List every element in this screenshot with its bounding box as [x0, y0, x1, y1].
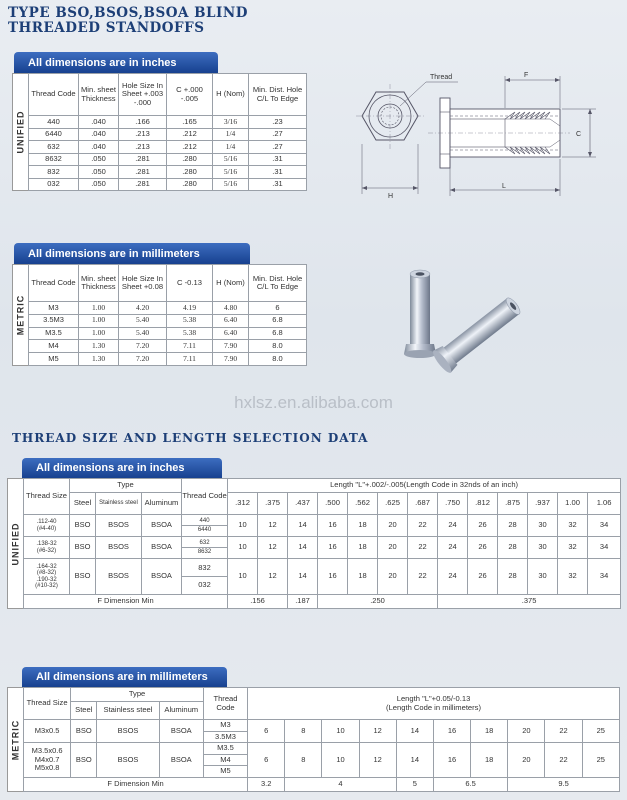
- standoff-product-photo: [390, 262, 540, 382]
- table-row: [29, 340, 307, 353]
- thread-code-cell: [182, 537, 228, 559]
- length-header: .312: [228, 493, 258, 515]
- length-header: .437: [288, 493, 318, 515]
- table-cell: .212: [167, 128, 213, 141]
- col-header: Thread Code: [29, 265, 79, 302]
- table-cell: 832: [29, 166, 79, 179]
- thread-size-line: (#4-40): [36, 525, 57, 532]
- table-cell: 14: [288, 559, 318, 595]
- thread-size-line: .164-32: [36, 563, 57, 570]
- table-cell: 032: [29, 178, 79, 191]
- table-cell: 3/16: [213, 116, 249, 129]
- table-cell: 8.0: [249, 340, 307, 353]
- table-cell: .281: [119, 166, 167, 179]
- table-cell: .040: [79, 116, 119, 129]
- unified-length-banner: All dimensions are in inches: [22, 458, 222, 478]
- table-cell: 5/16: [213, 178, 249, 191]
- table-cell: .213: [119, 128, 167, 141]
- table-cell: 6.40: [213, 327, 249, 340]
- table-cell: 20: [508, 743, 545, 778]
- unified-length-table: [23, 478, 621, 609]
- length-header: 1.00: [558, 493, 588, 515]
- metric-dims-table: [28, 264, 307, 366]
- table-row: [24, 537, 621, 559]
- col-header-aluminum: Aluminum: [159, 702, 203, 720]
- col-header-steel: Steel: [70, 493, 96, 515]
- table-cell: BSOA: [142, 559, 182, 595]
- col-header-thread-code: Thread Code: [203, 688, 247, 720]
- col-header-aluminum: Aluminum: [142, 493, 182, 515]
- table-cell: BSOA: [159, 720, 203, 743]
- table-row: [29, 128, 307, 141]
- table-cell: 18: [471, 743, 508, 778]
- side-view: [428, 98, 570, 168]
- table-cell: 26: [468, 559, 498, 595]
- table-row: [29, 302, 307, 315]
- table-cell: 10: [228, 515, 258, 537]
- thread-code-line: M3: [204, 720, 247, 732]
- length-header-line: Length "L"+0.05/-0.13: [396, 694, 471, 703]
- table-cell: 7.20: [119, 353, 167, 366]
- thread-size-line: M4x0.7: [34, 754, 60, 764]
- thread-code-line: M3.5: [204, 743, 247, 755]
- col-header: C +.000 -.005: [167, 74, 213, 116]
- table-cell: 6: [248, 743, 285, 778]
- h-dimension-label-left: H: [388, 193, 394, 200]
- table-cell: 16: [318, 559, 348, 595]
- col-header-steel: Steel: [71, 702, 97, 720]
- table-cell: 16: [318, 537, 348, 559]
- length-header: .937: [528, 493, 558, 515]
- col-header: Min. sheet Thickness: [79, 74, 119, 116]
- f-dimension-row: [24, 595, 621, 609]
- table-cell: 6440: [29, 128, 79, 141]
- lying-standoff-image: [430, 293, 524, 375]
- f-dimension-value: .375: [438, 595, 621, 609]
- length-header: .812: [468, 493, 498, 515]
- table-cell: .166: [119, 116, 167, 129]
- thread-code-line: 6440: [197, 527, 212, 533]
- table-cell: .31: [249, 153, 307, 166]
- thread-size-cell: [24, 515, 70, 537]
- f-dimension-label: F: [524, 72, 529, 79]
- table-cell: .27: [249, 128, 307, 141]
- table-row: [29, 353, 307, 366]
- table-cell: 12: [359, 720, 396, 743]
- table-cell: BSOA: [142, 537, 182, 559]
- table-row: [29, 327, 307, 340]
- c-dimension-label: C: [576, 131, 582, 138]
- thread-size-cell: [24, 743, 71, 778]
- length-header-line: (Length Code in millimeters): [386, 702, 482, 712]
- table-cell: 32: [558, 515, 588, 537]
- thread-size-cell: [24, 537, 70, 559]
- col-header-type: Type: [70, 479, 182, 493]
- table-row: [24, 515, 621, 537]
- table-cell: .31: [249, 166, 307, 179]
- table-row: [29, 141, 307, 154]
- table-cell: 3.5M3: [29, 314, 79, 327]
- table-cell: 24: [438, 537, 468, 559]
- table-cell: 7.90: [213, 340, 249, 353]
- table-header-row: [29, 74, 307, 116]
- table-cell: 18: [348, 559, 378, 595]
- table-cell: BSO: [70, 515, 96, 537]
- standoff-technical-drawing: [340, 64, 625, 214]
- table-cell: 1/4: [213, 141, 249, 154]
- length-header: .687: [408, 493, 438, 515]
- table-cell: BSOS: [97, 720, 159, 743]
- table-cell: BSO: [70, 537, 96, 559]
- table-cell: 18: [348, 515, 378, 537]
- hex-end-view: [356, 84, 424, 194]
- col-header: Hole Size In Sheet +0.08: [119, 265, 167, 302]
- page-title-line2: THREADED STANDOFFS: [8, 20, 205, 36]
- col-header-stainless: Stainless steel: [96, 493, 142, 515]
- thread-size-line: .190-32: [36, 576, 57, 583]
- thread-code-line: 832: [182, 560, 227, 578]
- table-header-row: [24, 688, 620, 702]
- table-cell: 6.8: [249, 327, 307, 340]
- f-dimension-row: [24, 777, 620, 792]
- table-cell: 5/16: [213, 166, 249, 179]
- table-cell: 7.90: [213, 353, 249, 366]
- table-cell: 22: [545, 720, 582, 743]
- table-cell: .23: [249, 116, 307, 129]
- table-cell: 5.40: [119, 314, 167, 327]
- table-cell: 12: [258, 537, 288, 559]
- thread-size-line: .112-40: [36, 519, 57, 525]
- table-cell: .165: [167, 116, 213, 129]
- col-header: Hole Size In Sheet +.003 -.000: [119, 74, 167, 116]
- col-header: C -0.13: [167, 265, 213, 302]
- length-header: .750: [438, 493, 468, 515]
- table-cell: 34: [588, 559, 621, 595]
- table-cell: 632: [29, 141, 79, 154]
- col-header: Min. sheet Thickness: [79, 265, 119, 302]
- thread-code-line: 3.5M3: [215, 731, 236, 741]
- table-cell: 30: [528, 559, 558, 595]
- l-dimension-label: L: [502, 183, 506, 190]
- table-row: [24, 720, 620, 743]
- selection-section-title: THREAD SIZE AND LENGTH SELECTION DATA: [12, 431, 369, 445]
- table-cell: 20: [508, 720, 545, 743]
- thread-size-cell: [24, 559, 70, 595]
- table-cell: 28: [498, 559, 528, 595]
- table-cell: 6: [249, 302, 307, 315]
- thread-code-cell: [182, 559, 228, 595]
- f-dimension-value: .250: [318, 595, 438, 609]
- table-row: [24, 559, 621, 595]
- thread-size-line: (#8-32): [36, 570, 57, 576]
- unified-dims-table: [28, 73, 307, 191]
- table-cell: .040: [79, 141, 119, 154]
- table-cell: 1/4: [213, 128, 249, 141]
- thread-size-line: M5x0.8: [34, 763, 60, 772]
- metric-length-side-label: METRIC: [7, 687, 23, 792]
- table-cell: 34: [588, 515, 621, 537]
- table-cell: BSOS: [96, 515, 142, 537]
- thread-code-line: 632: [182, 539, 227, 549]
- table-cell: 14: [288, 537, 318, 559]
- col-header-thread-size: Thread Size: [24, 479, 70, 515]
- table-cell: 7.11: [167, 353, 213, 366]
- table-cell: 20: [378, 537, 408, 559]
- length-header: 1.06: [588, 493, 621, 515]
- table-cell: M3: [29, 302, 79, 315]
- table-cell: 4.80: [213, 302, 249, 315]
- table-cell: M5: [29, 353, 79, 366]
- table-cell: 8: [285, 743, 322, 778]
- table-cell: BSO: [70, 559, 96, 595]
- table-cell: 6.8: [249, 314, 307, 327]
- table-cell: 8632: [29, 153, 79, 166]
- f-dimension-value: .187: [288, 595, 318, 609]
- table-cell: 10: [228, 559, 258, 595]
- table-cell: 1.30: [79, 353, 119, 366]
- thread-size-line: M3.5x0.6: [31, 746, 63, 755]
- table-cell: M3.5: [29, 327, 79, 340]
- table-cell: .050: [79, 178, 119, 191]
- thread-code-line: 032: [198, 580, 211, 589]
- table-row: [24, 743, 620, 778]
- table-cell: BSOS: [96, 537, 142, 559]
- thread-code-line: 8632: [197, 549, 212, 555]
- table-cell: M3x0.5: [24, 720, 71, 743]
- table-header-row: [24, 479, 621, 493]
- table-cell: 1.30: [79, 340, 119, 353]
- table-cell: .31: [249, 178, 307, 191]
- table-cell: .280: [167, 178, 213, 191]
- col-header: H (Nom): [213, 74, 249, 116]
- table-cell: 32: [558, 537, 588, 559]
- table-cell: 8: [285, 720, 322, 743]
- col-header-length: Length "L"+.002/-.005(Length Code in 32nds of an inch): [228, 479, 621, 493]
- thread-code-line: M5: [220, 766, 231, 775]
- table-header-row: [29, 265, 307, 302]
- table-cell: 10: [322, 743, 359, 778]
- table-cell: 14: [288, 515, 318, 537]
- table-cell: 10: [322, 720, 359, 743]
- thread-size-line: .138-32: [36, 541, 57, 547]
- table-cell: 22: [545, 743, 582, 778]
- table-row: [29, 153, 307, 166]
- table-cell: .280: [167, 153, 213, 166]
- table-cell: 4.19: [167, 302, 213, 315]
- metric-length-table: [23, 687, 620, 792]
- length-header: .562: [348, 493, 378, 515]
- table-cell: 7.11: [167, 340, 213, 353]
- metric-dims-side-label: METRIC: [12, 264, 28, 366]
- table-cell: 5.38: [167, 314, 213, 327]
- table-cell: 12: [258, 559, 288, 595]
- table-row: [29, 178, 307, 191]
- table-cell: .281: [119, 153, 167, 166]
- table-cell: .281: [119, 178, 167, 191]
- table-cell: 5/16: [213, 153, 249, 166]
- table-cell: 24: [438, 515, 468, 537]
- thread-label: Thread: [430, 74, 453, 81]
- table-cell: 5.38: [167, 327, 213, 340]
- table-row: [29, 116, 307, 129]
- length-header: .500: [318, 493, 348, 515]
- table-cell: 14: [396, 743, 433, 778]
- table-cell: BSOS: [97, 743, 159, 778]
- watermark-text: hxlsz.en.alibaba.com: [234, 393, 393, 412]
- table-cell: 26: [468, 537, 498, 559]
- thread-code-cell: [203, 720, 247, 743]
- thread-code-cell: [203, 743, 247, 778]
- col-header: Min. Dist. Hole C/L To Edge: [249, 74, 307, 116]
- f-dimension-label: F Dimension Min: [24, 777, 248, 792]
- col-header: Min. Dist. Hole C/L To Edge: [249, 265, 307, 302]
- table-cell: 16: [318, 515, 348, 537]
- table-cell: .212: [167, 141, 213, 154]
- unified-dims-side-label: UNIFIED: [12, 73, 28, 191]
- table-cell: BSO: [71, 720, 97, 743]
- table-cell: 10: [228, 537, 258, 559]
- table-cell: 18: [348, 537, 378, 559]
- table-cell: 34: [588, 537, 621, 559]
- thread-code-line: 440: [182, 517, 227, 527]
- table-cell: 22: [408, 559, 438, 595]
- table-cell: 12: [258, 515, 288, 537]
- table-row: [29, 166, 307, 179]
- table-cell: 22: [408, 515, 438, 537]
- length-header: .875: [498, 493, 528, 515]
- length-header: .625: [378, 493, 408, 515]
- col-header: H (Nom): [213, 265, 249, 302]
- table-cell: 6: [248, 720, 285, 743]
- table-cell: 30: [528, 515, 558, 537]
- thread-size-line: (#10-32): [35, 583, 58, 589]
- table-cell: 24: [438, 559, 468, 595]
- table-cell: M4: [29, 340, 79, 353]
- col-header-thread-size: Thread Size: [24, 688, 71, 720]
- table-cell: BSOS: [96, 559, 142, 595]
- thread-code-cell: [182, 515, 228, 537]
- table-cell: 26: [468, 515, 498, 537]
- table-cell: 20: [378, 515, 408, 537]
- thread-code-line: M4: [204, 755, 247, 767]
- table-cell: .050: [79, 166, 119, 179]
- unified-dims-banner: All dimensions are in inches: [14, 52, 218, 73]
- table-cell: BSOA: [142, 515, 182, 537]
- table-cell: 440: [29, 116, 79, 129]
- table-cell: 25: [582, 720, 619, 743]
- table-cell: 32: [558, 559, 588, 595]
- length-header: .375: [258, 493, 288, 515]
- table-cell: 16: [433, 720, 470, 743]
- col-header-type: Type: [71, 688, 204, 702]
- metric-length-banner: All dimensions are in millimeters: [22, 667, 227, 687]
- col-header: Thread Code: [29, 74, 79, 116]
- page-title: [8, 6, 308, 36]
- table-header-row: [24, 493, 621, 515]
- col-header-stainless: Stainless steel: [97, 702, 159, 720]
- f-dimension-value: 6.5: [433, 777, 507, 792]
- upright-standoff-image: [404, 270, 436, 358]
- table-cell: 22: [408, 537, 438, 559]
- table-cell: 28: [498, 515, 528, 537]
- table-cell: 16: [433, 743, 470, 778]
- table-cell: 18: [471, 720, 508, 743]
- f-dimension-value: 9.5: [508, 777, 620, 792]
- table-cell: 1.00: [79, 302, 119, 315]
- thread-size-line: (#6-32): [36, 547, 57, 554]
- table-cell: 1.00: [79, 327, 119, 340]
- table-cell: .27: [249, 141, 307, 154]
- table-cell: 28: [498, 537, 528, 559]
- table-cell: 5.40: [119, 327, 167, 340]
- metric-dims-banner: All dimensions are in millimeters: [14, 243, 250, 264]
- table-cell: 7.20: [119, 340, 167, 353]
- table-cell: 4.20: [119, 302, 167, 315]
- table-cell: 12: [359, 743, 396, 778]
- table-cell: .213: [119, 141, 167, 154]
- table-cell: .040: [79, 128, 119, 141]
- f-dimension-value: 5: [396, 777, 433, 792]
- table-cell: 20: [378, 559, 408, 595]
- page-title-line1: TYPE BSO,BSOS,BSOA BLIND: [8, 5, 248, 21]
- f-dimension-value: 3.2: [248, 777, 285, 792]
- table-cell: .280: [167, 166, 213, 179]
- f-dimension-value: 4: [285, 777, 397, 792]
- f-dimension-value: .156: [228, 595, 288, 609]
- table-row: [29, 314, 307, 327]
- table-cell: 30: [528, 537, 558, 559]
- table-cell: BSOA: [159, 743, 203, 778]
- col-header-length: [248, 688, 620, 720]
- table-cell: 25: [582, 743, 619, 778]
- f-dimension-label: F Dimension Min: [24, 595, 228, 609]
- col-header-thread-code: Thread Code: [182, 479, 228, 515]
- table-cell: 6.40: [213, 314, 249, 327]
- table-cell: 8.0: [249, 353, 307, 366]
- unified-length-side-label: UNIFIED: [7, 478, 23, 609]
- table-cell: BSO: [71, 743, 97, 778]
- table-cell: .050: [79, 153, 119, 166]
- table-cell: 14: [396, 720, 433, 743]
- table-cell: 1.00: [79, 314, 119, 327]
